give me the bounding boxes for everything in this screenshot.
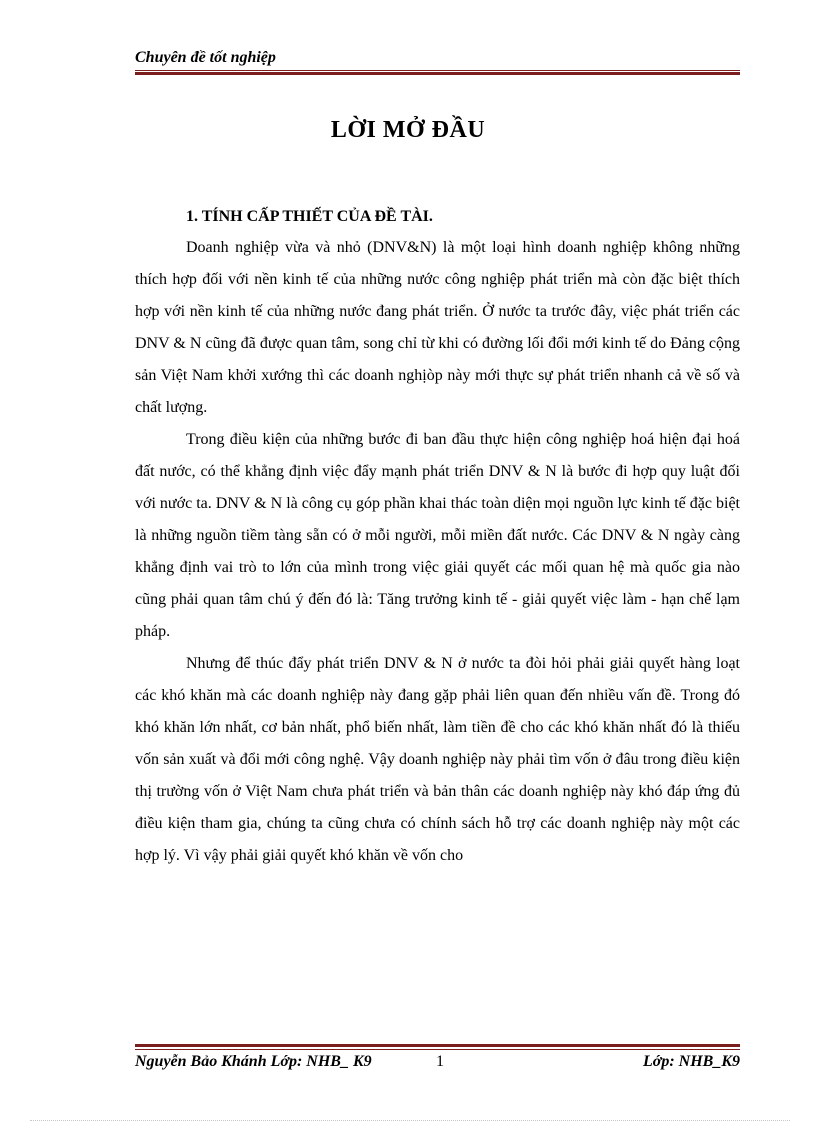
- header-title: Chuyên đề tốt nghiệp: [135, 49, 276, 66]
- page-number: 1: [436, 1053, 444, 1070]
- header-rule-thick: [135, 72, 740, 75]
- page-edge-divider: [30, 1120, 790, 1121]
- header-rule-thin: [135, 70, 740, 71]
- paragraph: Trong điều kiện của những bước đi ban đầu thực hiện công nghiệp hoá hiện đại hoá đất nước, có thể khẳng định việc đẩy mạnh phát triển DNV & N là bước đi hợp quy luật đối với nước ta. DNV & N là công cụ góp phần khai thác toàn diện mọi nguồn lực kinh tế đặc biệt là những nguồn tiềm tàng sẵn có ở mỗi người, mỗi miền đất nước. Các DNV & N ngày càng khẳng định vai trò to lớn của mình trong việc giải quyết các mối quan hệ mà quốc gia nào cũng phải quan tâm chú ý đến đó là: Tăng trưởng kinh tế - giải quyết việc làm - hạn chế lạm pháp.: [135, 431, 740, 640]
- paragraph: Doanh nghiệp vừa và nhỏ (DNV&N) là một loại hình doanh nghiệp không những thích hợp đối với nền kinh tế của những nước công nghiệp phát triển mà còn đặc biệt thích hợp với nền kinh tế của những nước đang phát triển. Ở nước ta trước đây, việc phát triển các DNV & N cũng đã được quan tâm, song chỉ từ khi có đường lối đổi mới kinh tế do Đảng cộng sản Việt Nam khởi xướng thì các doanh nghịòp này mới thực sự phát triển nhanh cả về số và chất lượng.: [135, 239, 740, 416]
- page-title: LỜI MỞ ĐẦU: [330, 117, 486, 143]
- section-heading: 1. TÍNH CẤP THIẾT CỦA ĐỀ TÀI.: [186, 208, 433, 225]
- footer-rule-thick: [135, 1044, 740, 1047]
- paragraph: Nhưng để thúc đẩy phát triển DNV & N ở nước ta đòi hỏi phải giải quyết hàng loạt các khó khăn mà các doanh nghiệp này đang gặp phải liên quan đến nhiều vấn đề. Trong đó khó khăn lớn nhất, cơ bản nhất, phổ biến nhất, làm tiền đề cho các khó khăn nhất đó là thiếu vốn sản xuất và đổi mới công nghệ. Vậy doanh nghiệp này phải tìm vốn ở đâu trong điều kiện thị trường vốn ở Việt Nam chưa phát triển và bản thân các doanh nghiệp này khó đáp ứng đủ điều kiện tham gia, chúng ta cũng chưa có chính sách hỗ trợ các doanh nghiệp này một các hợp lý. Vì vậy phải giải quyết khó khăn về vốn cho: [135, 655, 740, 864]
- footer-class-label: Lớp: NHB_K9: [642, 1053, 740, 1070]
- footer-author: Nguyễn Bảo Khánh Lớp: NHB_ K9: [135, 1053, 372, 1070]
- body-text: [135, 232, 740, 872]
- footer-rule-thin: [135, 1049, 740, 1050]
